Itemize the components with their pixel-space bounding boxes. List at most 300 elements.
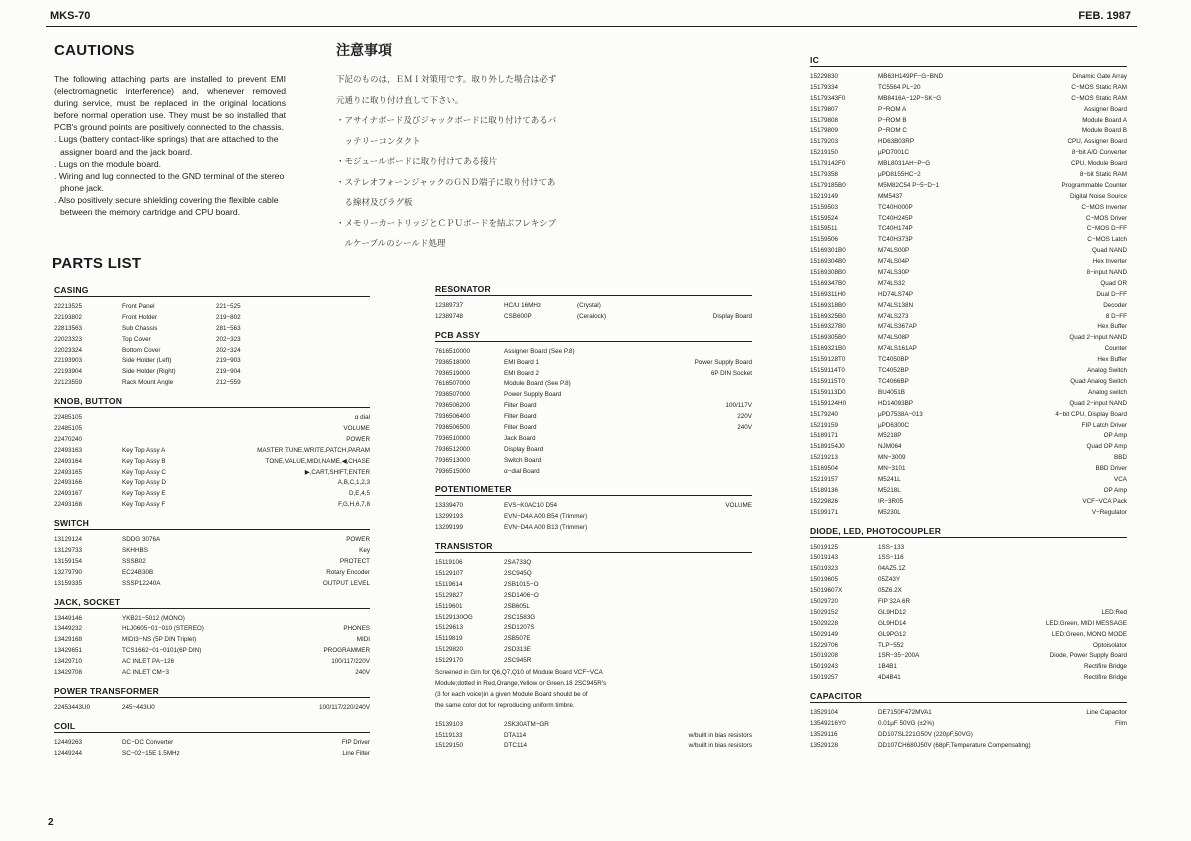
part-desc: IR−3R05 xyxy=(878,497,904,505)
parts-section xyxy=(54,597,370,679)
part-remarks: 100/117V xyxy=(725,402,752,410)
part-row xyxy=(435,434,752,445)
part-row xyxy=(435,731,752,742)
jp-line: ・モジュールボードに取り付けてある接片 xyxy=(336,157,498,167)
part-remarks: w/built in bias resistors xyxy=(688,731,752,739)
part-desc: Jack Board xyxy=(504,434,536,442)
part-number: 22193903 xyxy=(54,357,83,365)
part-number: 22485105 xyxy=(54,414,83,422)
part-remarks: FIP Latch Driver xyxy=(1081,421,1127,429)
part-row xyxy=(810,619,1127,630)
part-row xyxy=(810,708,1127,719)
part-remarks: 4−bit CPU, Display Board xyxy=(1055,410,1127,418)
part-row xyxy=(54,646,370,657)
parts-column-3 xyxy=(810,55,1127,752)
part-number: 15119819 xyxy=(435,635,463,643)
part-row xyxy=(810,377,1127,388)
section-title: KNOB, BUTTON xyxy=(54,396,370,408)
part-row xyxy=(435,645,752,656)
part-number: 15019208 xyxy=(810,652,839,660)
part-remarks: Analog switch xyxy=(1088,388,1127,396)
part-remarks: Quad 2−input NAND xyxy=(1069,334,1127,342)
part-row xyxy=(810,410,1127,421)
part-row xyxy=(810,464,1127,475)
part-number: 13429168 xyxy=(54,636,83,644)
part-row xyxy=(810,192,1127,203)
part-desc: Module Board (See P.8) xyxy=(504,380,571,388)
part-desc: AC INLET CM−3 xyxy=(122,669,169,677)
part-desc: Key Top Assy F xyxy=(122,501,166,509)
parts-section xyxy=(54,518,370,589)
cautions-title: CAUTIONS xyxy=(54,42,135,59)
part-desc: TLP−552 xyxy=(878,641,904,649)
part-desc: M74LS30P xyxy=(878,269,910,277)
part-number: 15169301B0 xyxy=(810,247,846,255)
part-desc: Assigner Board (See P.8) xyxy=(504,347,575,355)
section-title: TRANSISTOR xyxy=(435,541,752,553)
part-row xyxy=(810,575,1127,586)
part-row xyxy=(54,635,370,646)
part-number: 15179358 xyxy=(810,171,839,179)
part-ref: 202−324 xyxy=(216,346,241,354)
part-remarks: PROGRAMMER xyxy=(323,647,370,655)
part-desc: Key Top Assy E xyxy=(122,490,166,498)
part-number: 13339470 xyxy=(435,502,464,510)
part-desc: M74LS32 xyxy=(878,279,905,287)
part-row xyxy=(435,358,752,369)
part-row xyxy=(54,624,370,635)
part-desc: M74LS04P xyxy=(878,258,910,266)
part-number: 15189154J0 xyxy=(810,443,845,451)
part-row xyxy=(810,508,1127,519)
part-number: 13159154 xyxy=(54,557,83,565)
part-row xyxy=(54,413,370,424)
part-number: 15119133 xyxy=(435,731,463,739)
part-number: 13159335 xyxy=(54,579,83,587)
jp-line: 元通りに取り付け直して下さい。 xyxy=(336,95,464,106)
part-number: 15159524 xyxy=(810,214,839,222)
section-title: POWER TRANSFORMER xyxy=(54,686,370,698)
part-row xyxy=(810,181,1127,192)
part-ref: (Ceralock) xyxy=(577,312,607,320)
part-number: 12389748 xyxy=(435,312,464,320)
part-row xyxy=(54,579,370,590)
part-row xyxy=(435,301,752,312)
spacer xyxy=(435,712,752,720)
part-desc: Switch Board xyxy=(504,456,542,464)
part-number: 15029720 xyxy=(810,597,839,605)
part-number: 15169504 xyxy=(810,465,839,473)
part-number: 13299193 xyxy=(435,513,464,521)
part-ref: 202−323 xyxy=(216,335,241,343)
transistor-note xyxy=(435,668,752,712)
part-desc: μPD8155HC−2 xyxy=(878,171,921,179)
part-remarks: V−Regulator xyxy=(1091,508,1127,516)
part-number: 22485105 xyxy=(54,425,83,433)
part-row xyxy=(810,333,1127,344)
part-row xyxy=(54,478,370,489)
part-desc: HD74LS74P xyxy=(878,290,914,298)
part-row xyxy=(810,170,1127,181)
part-desc: CSB600P xyxy=(504,312,532,320)
part-remarks: FIP Driver xyxy=(341,738,370,746)
jp-line: ・アサイナボード及びジャックボードに取り付けてあるバ xyxy=(336,116,557,126)
part-desc: Filter Board xyxy=(504,413,537,421)
caution-item: . Wiring and lug connected to the GND terminal of the stereo phone jack. xyxy=(54,170,285,193)
part-remarks: TONE,VALUE,MIDI,NAME,◀,CHASE xyxy=(265,457,370,465)
part-row xyxy=(810,355,1127,366)
part-remarks: PROTECT xyxy=(339,557,370,565)
note-line: (3 for each voice)in a given Module Board should be of xyxy=(435,690,588,698)
part-row xyxy=(435,412,752,423)
part-number: 22193904 xyxy=(54,368,83,376)
part-desc: P−ROM C xyxy=(878,127,907,135)
part-row xyxy=(810,94,1127,105)
part-remarks: 8−bit Static RAM xyxy=(1079,171,1127,179)
header-rule xyxy=(46,26,1137,27)
part-row xyxy=(54,468,370,479)
part-row xyxy=(810,235,1127,246)
cautions-body xyxy=(54,73,286,218)
part-row xyxy=(810,399,1127,410)
part-desc: HD63B03RP xyxy=(878,138,915,146)
part-row xyxy=(810,290,1127,301)
part-remarks: Hex Buffer xyxy=(1097,323,1127,331)
part-remarks: CPU, Assigner Board xyxy=(1067,138,1127,146)
part-row xyxy=(435,445,752,456)
part-number: 15229826 xyxy=(810,497,839,505)
part-number: 15179203 xyxy=(810,138,839,146)
part-desc: NJM064 xyxy=(878,443,902,451)
part-desc: MM5437 xyxy=(878,192,903,200)
part-remarks: Module Board A xyxy=(1082,116,1127,124)
part-row xyxy=(810,246,1127,257)
part-row xyxy=(435,456,752,467)
part-remarks: Quad OP Amp xyxy=(1086,443,1127,451)
part-desc: MN−3101 xyxy=(878,465,906,473)
part-row xyxy=(54,535,370,546)
part-number: 15169321B0 xyxy=(810,345,846,353)
section-title: CAPACITOR xyxy=(810,691,1127,703)
part-number: 15169305B0 xyxy=(810,334,846,342)
part-row xyxy=(435,369,752,380)
part-row xyxy=(435,613,752,624)
part-desc: Sub Chassis xyxy=(122,324,158,332)
part-row xyxy=(435,523,752,534)
part-desc: M5M82C54 P−5−D−1 xyxy=(878,181,940,189)
part-row xyxy=(810,148,1127,159)
part-desc: Front Holder xyxy=(122,313,157,321)
part-row xyxy=(435,569,752,580)
part-desc: M74LS08P xyxy=(878,334,910,342)
part-remarks: C−MOS D−FF xyxy=(1086,225,1127,233)
part-desc: SDDG 3076A xyxy=(122,536,161,544)
part-number: 15189171 xyxy=(810,432,839,440)
part-remarks: Programmable Counter xyxy=(1061,181,1127,189)
part-row xyxy=(435,401,752,412)
part-remarks: PHONES xyxy=(343,625,370,633)
part-desc: DTC114 xyxy=(504,742,527,750)
part-desc: TC4066BP xyxy=(878,377,909,385)
part-desc: YKB21−5012 (MONO) xyxy=(122,614,185,622)
section-title: CASING xyxy=(54,285,370,297)
cautions-intro: The following attaching parts are installed to prevent EMI (electromagnetic interference) and, whenever removed during service, must be replaced in the original locations before normal operation use. They must be so installed that PCB's ground points are positively connected to the chassis. xyxy=(54,74,286,133)
part-desc: M74LS273 xyxy=(878,312,909,320)
part-row xyxy=(54,346,370,357)
part-number: 15119106 xyxy=(435,559,463,567)
part-number: 15229830 xyxy=(810,73,839,80)
part-row xyxy=(54,668,370,679)
part-row xyxy=(810,257,1127,268)
part-number: 12449263 xyxy=(54,738,83,746)
section-title: IC xyxy=(810,55,1127,67)
part-desc: Bottom Cover xyxy=(122,346,161,354)
part-number: 15219213 xyxy=(810,454,839,462)
part-remarks: C−MOS Latch xyxy=(1087,236,1127,244)
part-number: 15219159 xyxy=(810,421,839,429)
part-desc: Side Holder (Left) xyxy=(122,357,172,365)
part-desc: MN−3009 xyxy=(878,454,906,462)
jp-line: ・ステレオフォーンジャックのＧＮＤ端子に取り付けてあ xyxy=(336,177,556,188)
section-title: RESONATOR xyxy=(435,284,752,296)
part-desc: μPD6300C xyxy=(878,421,909,429)
part-remarks: MIDI xyxy=(356,636,370,644)
part-number: 15179240 xyxy=(810,410,839,418)
part-ref: 219−802 xyxy=(216,313,241,321)
part-row xyxy=(435,312,752,323)
part-number: 15219157 xyxy=(810,475,839,483)
section-title: COIL xyxy=(54,721,370,733)
part-remarks: VCF−VCA Pack xyxy=(1082,497,1127,505)
part-desc: GL9HD12 xyxy=(878,608,907,616)
part-number: 7936506500 xyxy=(435,424,471,432)
part-row xyxy=(810,630,1127,641)
part-desc: SC−02−15E 1.5MHz xyxy=(122,749,180,757)
part-number: 15159124H0 xyxy=(810,399,847,407)
part-number: 22470240 xyxy=(54,435,83,443)
part-number: 15159506 xyxy=(810,236,839,244)
jp-title: 注意事項 xyxy=(336,43,392,59)
jp-line: ・メモリーカートリッジとＣＰＵボードを結ぶフレキシブ xyxy=(336,218,557,229)
part-remarks: BBD Driver xyxy=(1095,465,1127,473)
part-number: 13449232 xyxy=(54,625,83,633)
part-number: 15159113D0 xyxy=(810,388,846,396)
part-number: 15159503 xyxy=(810,203,839,211)
part-row xyxy=(435,512,752,523)
part-number: 22493165 xyxy=(54,468,83,476)
part-row xyxy=(810,105,1127,116)
part-remarks: Dual D−FF xyxy=(1096,290,1127,298)
part-remarks: OP Amp xyxy=(1103,432,1127,440)
part-row xyxy=(810,608,1127,619)
part-remarks: D,E,4,5 xyxy=(349,490,370,498)
part-remarks: Dinamic Gate Array xyxy=(1072,73,1127,80)
part-number: 12449244 xyxy=(54,749,83,757)
part-desc: Key Top Assy A xyxy=(122,446,166,454)
parts-list-title: PARTS LIST xyxy=(52,255,142,272)
part-desc: BU4051B xyxy=(878,388,905,396)
page-number: 2 xyxy=(48,817,54,828)
part-desc: 2SC945Q xyxy=(504,570,532,578)
part-remarks: Quad 2−input NAND xyxy=(1069,399,1127,407)
part-number: 7936518000 xyxy=(435,358,471,366)
part-ref: (Crystal) xyxy=(577,302,601,309)
part-desc: GL9PG12 xyxy=(878,630,907,638)
part-row xyxy=(54,324,370,335)
part-number: 22493166 xyxy=(54,479,83,487)
part-remarks: C−MOS Inverter xyxy=(1081,203,1127,211)
part-desc: Key Top Assy C xyxy=(122,468,166,476)
part-row xyxy=(810,453,1127,464)
parts-column-1 xyxy=(54,285,370,760)
caution-item: . Lugs (battery contact-like springs) that are attached to the assigner board and the jack board. xyxy=(54,134,279,157)
part-remarks: F,G,H,6,7,8 xyxy=(338,501,370,509)
part-desc: M74LS161AP xyxy=(878,345,917,353)
part-number: 7936507000 xyxy=(435,391,471,399)
part-remarks: Rectifire Bridge xyxy=(1083,674,1127,682)
jp-cautions-section xyxy=(336,40,576,255)
part-row xyxy=(810,72,1127,83)
parts-section xyxy=(435,541,752,752)
part-remarks: Display Board xyxy=(712,312,752,320)
part-remarks: BBD xyxy=(1114,454,1127,462)
part-desc: 2SB507E xyxy=(504,635,531,643)
part-number: 15169308B0 xyxy=(810,269,846,277)
part-desc: Rack Mount Angle xyxy=(122,379,174,387)
part-number: 15179334 xyxy=(810,83,839,91)
part-remarks: Analog Switch xyxy=(1087,367,1127,375)
part-row xyxy=(810,224,1127,235)
parts-section xyxy=(54,686,370,714)
part-row xyxy=(435,602,752,613)
part-row xyxy=(810,543,1127,554)
section-title: PCB ASSY xyxy=(435,330,752,342)
part-desc: Key Top Assy B xyxy=(122,457,166,465)
part-desc: 1B4B1 xyxy=(878,663,897,671)
part-desc: MB8416A−12P−SK−G xyxy=(878,94,942,102)
part-row xyxy=(810,719,1127,730)
part-desc: TCS1662−01−0101(6P DIN) xyxy=(122,647,202,655)
part-desc: SSSB02 xyxy=(122,557,146,565)
part-row xyxy=(435,467,752,478)
part-number: 15179185B0 xyxy=(810,181,846,189)
part-desc: M74LS138N xyxy=(878,301,914,309)
part-number: 13429708 xyxy=(54,669,83,677)
part-desc: SKHHBS xyxy=(122,547,148,555)
part-desc: DD107CH680J50V (68pF,Temperature Compensating) xyxy=(878,741,1031,749)
part-row xyxy=(54,313,370,324)
part-desc: TC5564 PL−20 xyxy=(878,83,921,91)
part-remarks: Quad Analog Switch xyxy=(1070,377,1127,385)
part-desc: 1SS−133 xyxy=(878,543,905,551)
part-desc: HD14093BP xyxy=(878,399,914,407)
part-row xyxy=(810,214,1127,225)
part-number: 22813563 xyxy=(54,324,83,332)
part-row xyxy=(810,203,1127,214)
part-remarks: POWER xyxy=(346,435,370,443)
part-number: 7936515000 xyxy=(435,467,471,475)
part-remarks: Quad NAND xyxy=(1092,247,1127,255)
part-desc: Top Cover xyxy=(122,335,151,343)
part-number: 15129170 xyxy=(435,657,464,665)
part-desc: 1SR−35−200A xyxy=(878,652,920,660)
part-desc: EMI Board 1 xyxy=(504,358,539,366)
part-row xyxy=(810,564,1127,575)
part-remarks: LED:Green, MONO MODE xyxy=(1051,630,1127,638)
part-row xyxy=(54,302,370,313)
part-remarks: LED:Green, MIDI MESSAGE xyxy=(1045,619,1127,627)
part-remarks: 8−bit A/D Converter xyxy=(1071,149,1127,157)
part-remarks: Line Filter xyxy=(342,749,370,757)
note-line: Screened in Grn for Q6,Q7,Q10 of Module Board VCF−VCA xyxy=(435,669,603,677)
part-desc: M5218L xyxy=(878,486,901,494)
part-number: 15179808 xyxy=(810,116,839,124)
part-number: 15219149 xyxy=(810,192,839,200)
part-desc: MB63H149PF−G−BND xyxy=(878,73,944,80)
part-remarks: Line Capacitor xyxy=(1086,709,1127,717)
part-desc: TC40H373P xyxy=(878,236,913,244)
part-number: 22453443U0 xyxy=(54,703,91,711)
part-remarks: Diode, Power Supply Board xyxy=(1049,652,1127,660)
part-desc: DD107SL221G50V (220pF,50VG) xyxy=(878,730,973,738)
part-desc: EVN−D4A A00 B54 (Trimmer) xyxy=(504,513,588,521)
part-number: 13299199 xyxy=(435,524,464,532)
part-desc: 2SA733Q xyxy=(504,559,532,567)
part-remarks: α dial xyxy=(354,414,370,422)
part-desc: GL9HD14 xyxy=(878,619,907,627)
part-number: 7936506200 xyxy=(435,402,471,410)
part-row xyxy=(435,741,752,752)
jp-line: 下記のものは，ＥＭＩ対策用です。取り外した場合は必ず xyxy=(336,75,557,85)
part-remarks: ▶,CART,SHIFT,ENTER xyxy=(304,468,370,476)
part-remarks: Assigner Board xyxy=(1083,105,1127,113)
part-desc: TC4052BP xyxy=(878,367,909,375)
part-number: 7936519000 xyxy=(435,369,471,377)
part-row xyxy=(810,597,1127,608)
parts-section xyxy=(54,285,370,389)
part-row xyxy=(810,641,1127,652)
part-remarks: Power Supply Board xyxy=(694,358,752,366)
part-desc: MBL8031AH−P−G xyxy=(878,160,931,168)
part-remarks: Decoder xyxy=(1103,301,1127,309)
part-number: 15029149 xyxy=(810,630,839,638)
part-number: 13129733 xyxy=(54,547,83,555)
part-number: 15029152 xyxy=(810,608,839,616)
part-remarks: Film xyxy=(1115,719,1127,727)
part-desc: TC4050BP xyxy=(878,356,909,364)
part-row xyxy=(810,279,1127,290)
part-desc: HLJ0605−01−010 (STEREO) xyxy=(122,625,204,633)
part-row xyxy=(54,356,370,367)
part-row xyxy=(54,703,370,714)
part-desc: DC−DC Converter xyxy=(122,738,174,746)
part-remarks: 100/117/220/240V xyxy=(318,703,370,711)
part-desc: EC24B30B xyxy=(122,568,154,576)
part-remarks: OP Amp xyxy=(1103,486,1127,494)
part-remarks: C−MOS Static RAM xyxy=(1071,94,1127,102)
part-number: 15139103 xyxy=(435,720,464,728)
part-desc: SSSP12240A xyxy=(122,579,161,587)
part-row xyxy=(54,749,370,760)
part-number: 15129827 xyxy=(435,591,464,599)
part-row xyxy=(435,423,752,434)
part-number: 13129124 xyxy=(54,536,83,544)
part-number: 15159511 xyxy=(810,225,838,233)
part-desc: 05Z43Y xyxy=(878,576,901,584)
part-number: 15129150 xyxy=(435,742,464,750)
part-number: 7936512000 xyxy=(435,445,471,453)
note-line: Module;dotted in Red,Orange,Yellow or Green.18 2SC945R's xyxy=(435,679,607,687)
